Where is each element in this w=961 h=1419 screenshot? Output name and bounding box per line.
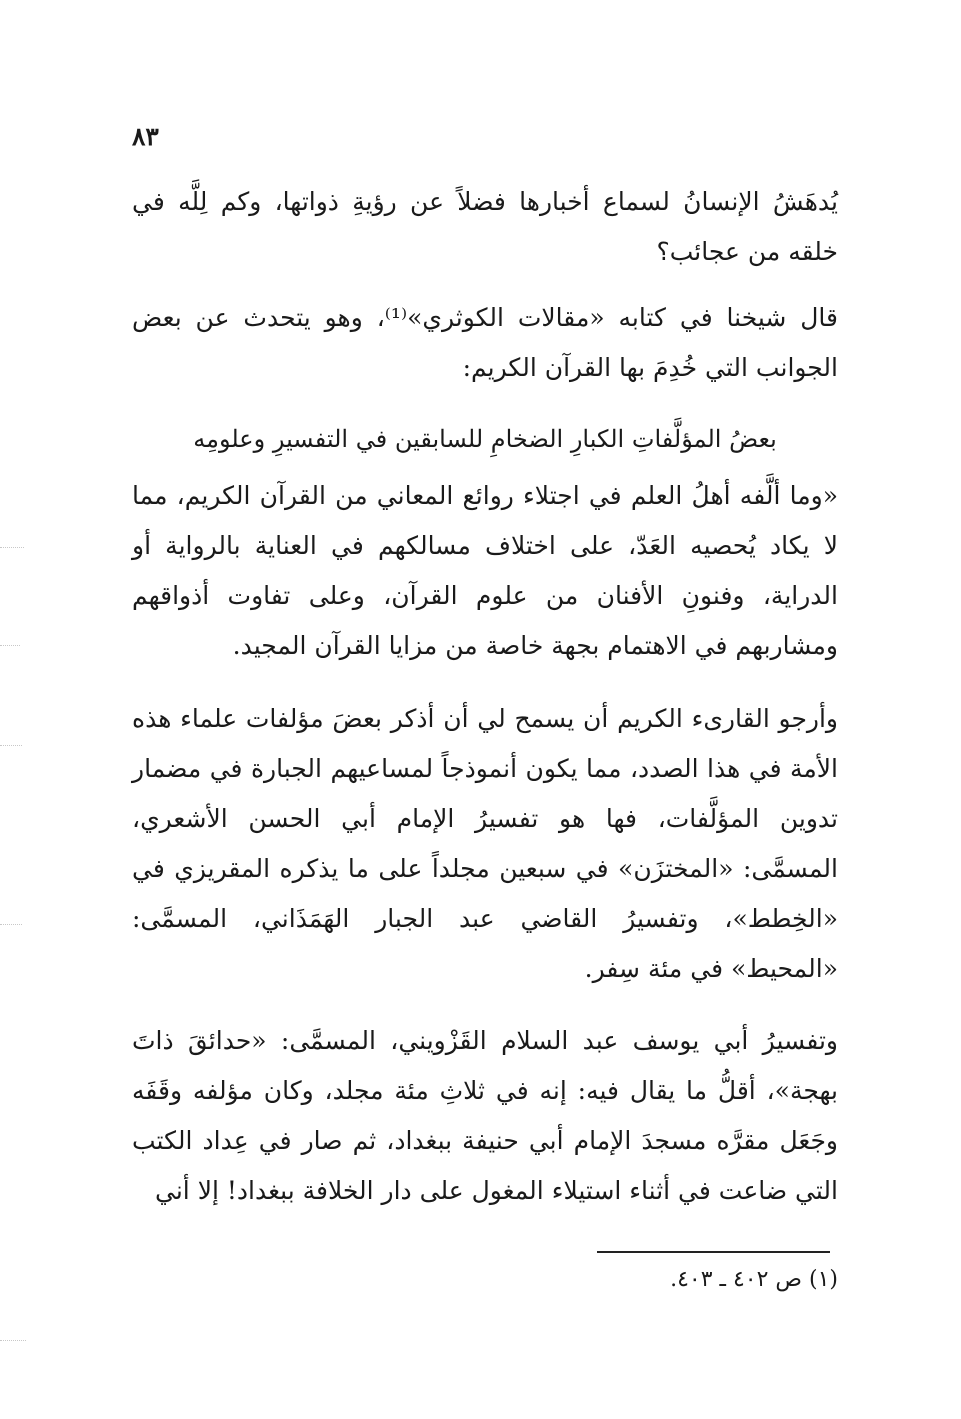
footnote: (١) ص ٤٠٢ ـ ٤٠٣. bbox=[670, 1267, 838, 1292]
scan-artifact bbox=[0, 745, 22, 746]
scan-artifact bbox=[0, 645, 20, 646]
footnote-separator bbox=[597, 1251, 830, 1253]
paragraph-shaykh-quote: قال شيخنا في كتابه «مقالات الكوثري»⁽¹⁾، وهو يتحدث عن بعض الجوانب التي خُدِمَ بها القرآن الكريم: bbox=[132, 303, 838, 382]
paragraph-qazwini: وتفسيرُ أبي يوسف عبد السلام القَزْويني، المسمَّى: «حدائقَ ذاتَ بهجة»، أقلُّ ما يقال فيه: إنه في ثلاثِ مئة مجلد، وكان مؤلفه وقَفَه وجَعَل مقرَّه مسجدَ الإمام أبي حنيفة ببغداد، ثم صار في عِداد الكتب التي ضاعت في أثناء استيلاء المغول على دار الخلافة ببغداد! إلا أني bbox=[132, 1026, 838, 1205]
paragraph-quotation: «وما ألَّفه أهلُ العلم في اجتلاء روائع المعاني من القرآن الكريم، مما لا يكاد يُحصيه العَدّ، على اختلاف مسالكهم في العناية بالرواية أو الدراية، وفنونِ الأفنان من علوم القرآن، وعلى تفاوت أذواقهم ومشاربهم في الاهتمام بجهة خاصة من مزايا القرآن المجيد. bbox=[132, 481, 838, 660]
scan-artifact bbox=[0, 547, 24, 548]
scan-artifact bbox=[0, 1340, 26, 1341]
page-number: ٨٣ bbox=[132, 122, 159, 151]
paragraph-tafsir-list: وأرجو القارىء الكريم أن يسمح لي أن أذكر بعضَ مؤلفات علماء هذه الأمة في هذا الصدد، مما يكون أنموذجاً لمساعيهم الجبارة في مضمار تدوين المؤلَّفات، فها هو تفسيرُ الإمام أبي الحسن الأشعري، المسمَّى: «المختزَن» في سبعين مجلداً على ما يذكره المقريزي في «الخِطط»، وتفسيرُ القاضي عبد الجبار الهَمَذَاني، المسمَّى: «المحيط» في مئة سِفر. bbox=[132, 704, 838, 983]
paragraph-intro: يُدهَشُ الإنسانُ لسماع أخبارها فضلاً عن رؤيةِ ذواتها، وكم لِلَّه في خلقه من عجائب؟ bbox=[132, 187, 838, 266]
scan-artifact bbox=[0, 924, 22, 925]
section-heading: بعضُ المؤلَّفاتِ الكبارِ الضخامِ للسابقين في التفسيرِ وعلومِه bbox=[193, 425, 777, 453]
